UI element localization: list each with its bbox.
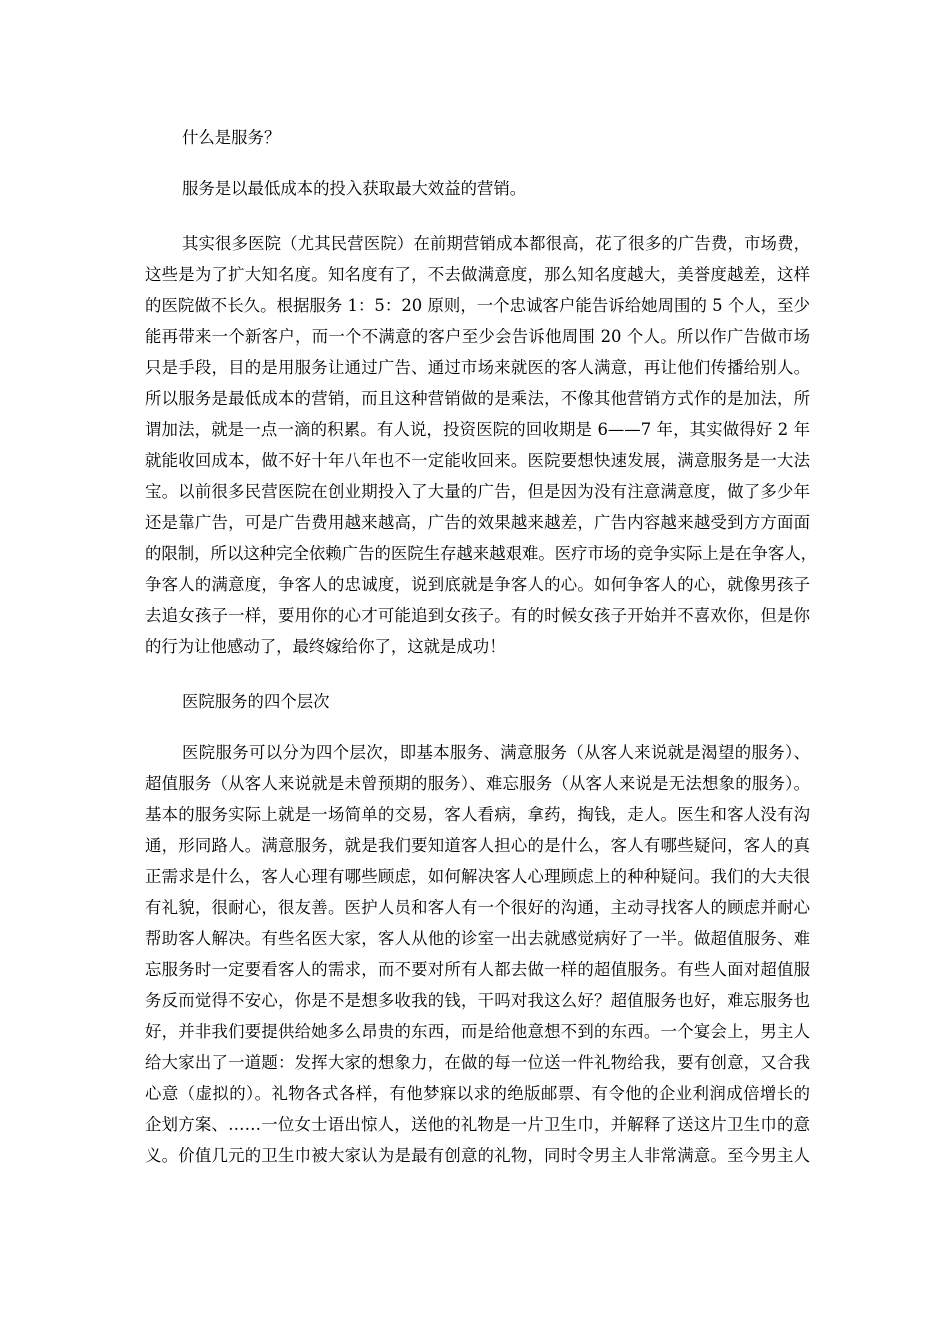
paragraph-line: 这些是为了扩大知名度。知名度有了，不去做满意度，那么知名度越大，美誉度越差，这样 (145, 265, 810, 284)
paragraph-line: 的医院做不长久。根据服务 1：5：20 原则，一个忠诚客户能告诉给她周围的 5 个人，至少 (145, 296, 810, 315)
section-heading-service-levels: 医院服务的四个层次 (182, 692, 330, 711)
paragraph-line: 宝。以前很多民营医院在创业期投入了大量的广告，但是因为没有注意满意度，做了多少年 (145, 482, 810, 501)
paragraph-line: 帮助客人解决。有些名医大家，客人从他的诊室一出去就感觉病好了一半。做超值服务、难 (145, 929, 810, 948)
paragraph-line: 给大家出了一道题：发挥大家的想象力，在做的每一位送一件礼物给我，要有创意，又合我 (145, 1053, 810, 1072)
paragraph-line: 只是手段，目的是用服务让通过广告、通过市场来就医的客人满意，再让他们传播给别人。 (145, 358, 810, 377)
paragraph-line: 心意（虚拟的）。礼物各式各样，有他梦寐以求的绝版邮票、有令他的企业利润成倍增长的 (145, 1084, 810, 1103)
paragraph-line: 去追女孩子一样，要用你的心才可能追到女孩子。有的时候女孩子开始并不喜欢你，但是你 (145, 606, 810, 625)
paragraph-line: 还是靠广告，可是广告费用越来越高，广告的效果越来越差，广告内容越来越受到方方面面 (145, 513, 810, 532)
paragraph-line: 能再带来一个新客户，而一个不满意的客户至少会告诉他周围 20 个人。所以作广告做市场 (145, 327, 810, 346)
paragraph-line: 所以服务是最低成本的营销，而且这种营销做的是乘法，不像其他营销方式作的是加法，所 (145, 389, 810, 408)
paragraph-line: 就能收回成本，做不好十年八年也不一定能收回来。医院要想快速发展，满意服务是一大法 (145, 451, 810, 470)
paragraph-line: 的限制，所以这种完全依赖广告的医院生存越来越艰难。医疗市场的竞争实际上是在争客人， (145, 544, 818, 563)
paragraph-line: 正需求是什么，客人心理有哪些顾虑，如何解决客人心理顾虑上的种种疑问。我们的大夫很 (145, 867, 810, 886)
paragraph-line: 务反而觉得不安心，你是不是想多收我的钱，干吗对我这么好？超值服务也好，难忘服务也 (145, 991, 810, 1010)
paragraph-line: 好，并非我们要提供给她多么昂贵的东西，而是给他意想不到的东西。一个宴会上，男主人 (145, 1022, 810, 1041)
section-heading-what-is-service: 什么是服务？ (182, 128, 281, 147)
paragraph-line: 忘服务时一定要看客人的需求，而不要对所有人都去做一样的超值服务。有些人面对超值服 (145, 960, 810, 979)
paragraph-line: 谓加法，就是一点一滴的积累。有人说，投资医院的回收期是 6——7 年，其实做得好 2 年 (145, 420, 810, 439)
paragraph-line: 义。价值几元的卫生巾被大家认为是最有创意的礼物，同时令男主人非常满意。至今男主人 (145, 1146, 810, 1165)
paragraph-line: 争客人的满意度，争客人的忠诚度，说到底就是争客人的心。如何争客人的心，就像男孩子 (145, 575, 810, 594)
paragraph-line: 医院服务可以分为四个层次，即基本服务、满意服务（从客人来说就是渴望的服务）、 (182, 743, 810, 762)
paragraph-line: 基本的服务实际上就是一场简单的交易，客人看病，拿药，掏钱，走人。医生和客人没有沟 (145, 805, 810, 824)
paragraph-line: 超值服务（从客人来说就是未曾预期的服务）、难忘服务（从客人来说是无法想象的服务）。 (145, 774, 810, 793)
paragraph-line: 有礼貌，很耐心，很友善。医护人员和客人有一个很好的沟通，主动寻找客人的顾虑并耐心 (145, 898, 810, 917)
paragraph-line: 其实很多医院（尤其民营医院）在前期营销成本都很高，花了很多的广告费，市场费， (182, 234, 810, 253)
service-definition: 服务是以最低成本的投入获取最大效益的营销。 (182, 179, 527, 198)
paragraph-line: 通，形同路人。满意服务，就是我们要知道客人担心的是什么，客人有哪些疑问，客人的真 (145, 836, 810, 855)
paragraph-line: 企划方案、……一位女士语出惊人，送他的礼物是一片卫生巾，并解释了送这片卫生巾的意 (145, 1115, 810, 1134)
paragraph-line: 的行为让他感动了，最终嫁给你了，这就是成功！ (145, 637, 506, 656)
